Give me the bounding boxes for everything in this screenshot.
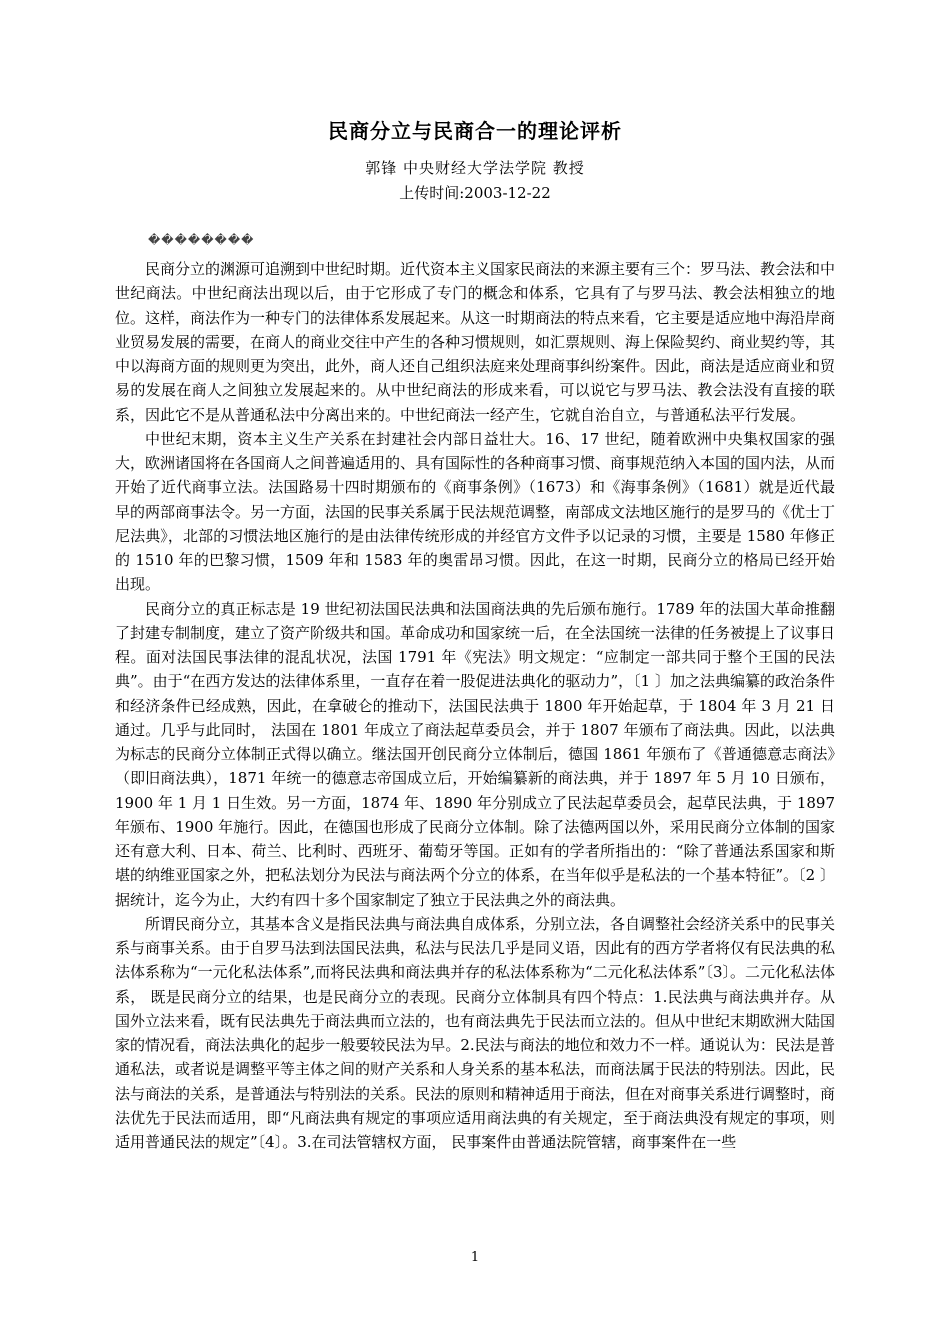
article-body [115, 257, 835, 1154]
paragraph: 所谓民商分立，其基本含义是指民法典与商法典自成体系，分别立法，各自调整社会经济关系中的民事关系与商事关系。由于自罗马法到法国民法典，私法与民法几乎是同义语，因此有的西方学者将仅有民法典的私法体系称为“一元化私法体系”,而将民法典和商法典并存的私法体系称为“二元化私法体系”〔3〕。二元化私法体系， 既是民商分立的结果，也是民商分立的表现。民商分立体制具有四个特点：1.民法典与商法典并存。从国外立法来看，既有民法典先于商法典而立法的，也有商法典先于民法而立法的。但从中世纪末期欧洲大陆国家的情况看，商法法典化的起步一般要较民法为早。2.民法与商法的地位和效力不一样。通说认为：民法是普通私法，或者说是调整平等主体之间的财产关系和人身关系的基本私法，而商法属于民法的特别法。因此，民法与商法的关系，是普通法与特别法的关系。民法的原则和精神适用于商法，但在对商事关系进行调整时，商法优先于民法而适用，即“凡商法典有规定的事项应适用商法典的有关规定，至于商法典没有规定的事项，则适用普通民法的规定”〔4〕。3.在司法管辖权方面， 民事案件由普通法院管辖，商事案件在一些 [115, 914, 836, 1151]
page-number: 1 [470, 1250, 480, 1265]
author-line: 郭锋 中央财经大学法学院 教授 [365, 159, 585, 177]
garbled-text-line: �������� [148, 233, 255, 247]
paragraph: 中世纪末期，资本主义生产关系在封建社会内部日益壮大。16、17 世纪，随着欧洲中央集权国家的强大，欧洲诸国将在各国商人之间普遍适用的、具有国际性的各种商事习惯、商事规范纳入本国的国内法，从而开始了近代商事立法。法国路易十四时期颁布的《商事条例》（1673）和《海事条例》（1681）就是近代最早的两部商事法令。另一方面，法国的民事关系属于民法规范调整，南部成文法地区施行的是罗马的《优士丁尼法典》，北部的习惯法地区施行的是由法律传统形成的并经官方文件予以记录的习惯，主要是 1580 年修正的 1510 年的巴黎习惯，1509 年和 1583 年的奥雷昂习惯。因此，在这一时期，民商分立的格局已经开始出现。 [115, 429, 836, 594]
paragraph: 民商分立的渊源可追溯到中世纪时期。近代资本主义国家民商法的来源主要有三个：罗马法、教会法和中世纪商法。中世纪商法出现以后，由于它形成了专门的概念和体系，它具有了与罗马法、教会法相独立的地位。这样，商法作为一种专门的法律体系发展起来。从这一时期商法的特点来看，它主要是适应地中海沿岸商业贸易发展的需要，在商人的商业交往中产生的各种习惯规则，如汇票规则、海上保险契约、商业契约等，其中以海商方面的规则更为突出，此外，商人还自己组织法庭来处理商事纠纷案件。因此，商法是适应商业和贸易的发展在商人之间独立发展起来的。从中世纪商法的形成来看，可以说它与罗马法、教会法没有直接的联系，因此它不是从普通私法中分离出来的。中世纪商法一经产生，它就自治自立，与普通私法平行发展。 [115, 260, 836, 424]
upload-time: 上传时间:2003-12-22 [399, 184, 551, 202]
article-title: 民商分立与民商合一的理论评析 [328, 119, 622, 143]
paragraph: 民商分立的真正标志是 19 世纪初法国民法典和法国商法典的先后颁布施行。1789 年的法国大革命推翻了封建专制制度，建立了资产阶级共和国。革命成功和国家统一后，在全法国统一法律的任务被提上了议事日程。面对法国民事法律的混乱状况，法国 1791 年《宪法》明文规定：“应制定一部共同于整个王国的民法典”。由于“在西方发达的法律体系里，一直存在着一股促进法典化的驱动力”，〔1 〕加之法典编纂的政治条件和经济条件已经成熟，因此，在拿破仑的推动下，法国民法典于 1800 年开始起草，于 1804 年 3 月 21 日通过。几乎与此同时， 法国在 1801 年成立了商法起草委员会，并于 1807 年颁布了商法典。因此，以法典为标志的民商分立体制正式得以确立。继法国开创民商分立体制后，德国 1861 年颁布了《普通德意志商法》（即旧商法典），1871 年统一的德意志帝国成立后，开始编纂新的商法典，并于 1897 年 5 月 10 日颁布， 1900 年 1 月 1 日生效。另一方面，1874 年、1890 年分别成立了民法起草委员会，起草民法典，于 1897 年颁布、1900 年施行。因此，在德国也形成了民商分立体制。除了法德两国以外，采用民商分立体制的国家还有意大利、日本、荷兰、比利时、西班牙、葡萄牙等国。正如有的学者所指出的：“除了普通法系国家和斯堪的纳维亚国家之外，把私法划分为民法与商法两个分立的体系，在当年似乎是私法的一个基本特征”。〔2 〕据统计，迄今为止，大约有四十多个国家制定了独立于民法典之外的商法典。 [115, 599, 836, 909]
